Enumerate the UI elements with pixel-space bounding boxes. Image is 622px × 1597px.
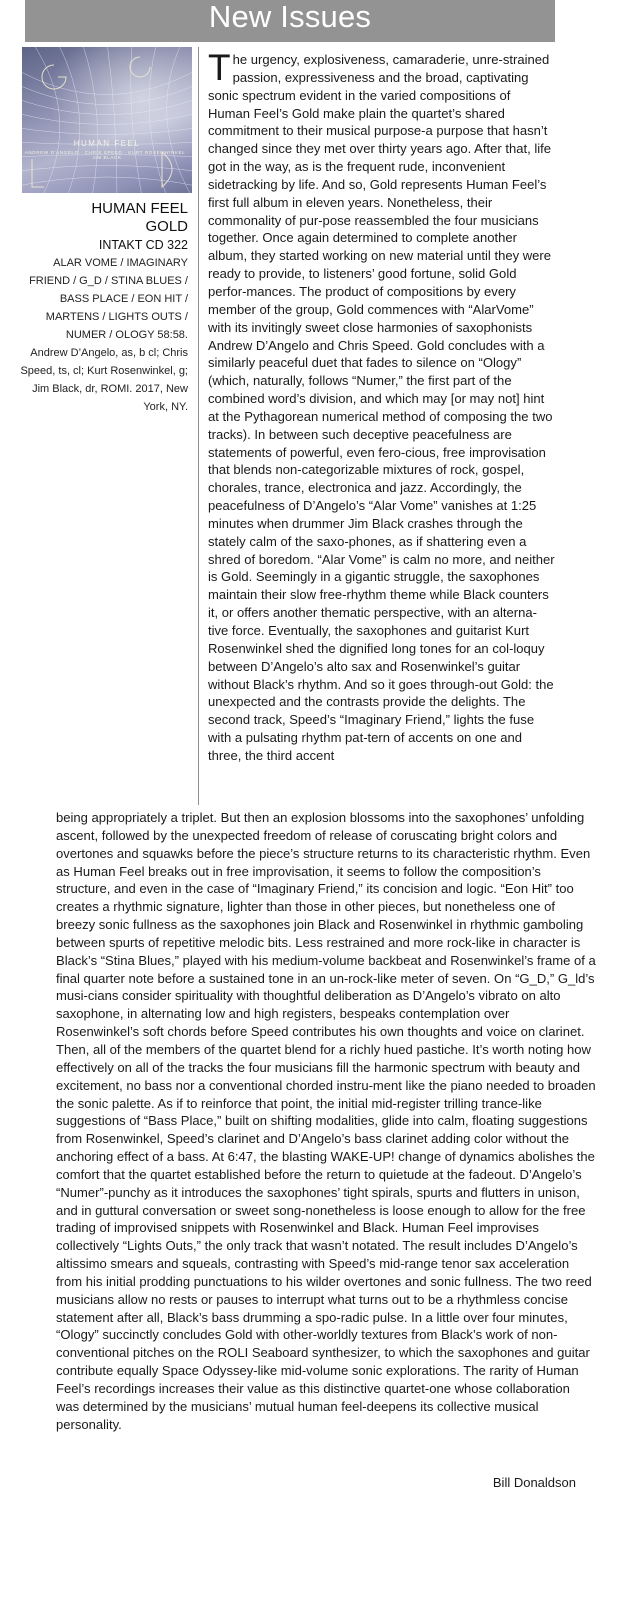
review-column-text	[208, 47, 555, 765]
album-title: GOLD	[145, 218, 188, 235]
album-artist: HUMAN FEEL	[91, 200, 188, 217]
review-text-part2: being appropriately a triplet. But then an explosion blossoms into the saxophones’ unfolding ascent, followed by the unexpected freedom of release of coruscating bright colors and overtones and squawks before the piece’s structure returns to its characteristic rhythm. Even as Human Feel breaks out in free improvisation, it seems to follow the composition’s structure, and even in the case of “Imaginary Friend,” its concision and logic. “Eon Hit” too creates a rhythmic signature, lighter than those in other pieces, but nonetheless one of breezy sonic fullness as the saxophones join Black and Rosenwinkel in rhythmic gamboling between spurts of repetitive melodic bits. Less restrained and more rock-like in character is Black’s “Stina Blues,” played with his medium-volume backbeat and Rosenwinkel’s frame of a final quarter note before a sustained tone in an un-rock-like meter of seven. On “G_D,” G_ld’s musi-cians consider spirituality with thoughtful deliberation as D’Angelo’s vibrato on alto saxophone, in alternating low and high registers, bespeaks contemplation over Rosenwinkel’s soft chords before Speed contributes his own thoughts and voice on clarinet. Then, all of the members of the quartet blend for a richly hued pastiche. It’s worth noting how effectively on all of the tracks the four musicians fill the harmonic spectrum with beauty and excitement, no bass nor a conventional chorded instru-ment like the piano needed to broaden the sonic palette. As if to reinforce that point, the initial mid-register trilling trance-like suggestions of “Bass Place,” built on shifting modalities, glide into calm, floating suggestions from Rosenwinkel, Speed’s clarinet and D’Angelo’s bass clarinet adding color without the anchoring effect of a bass. At 6:47, the blasting WAKE-UP! change of dynamics abolishes the comfort that the quartet established before the return to quietude at the fadeout. D’Angelo’s “Numer”-punchy as it introduces the saxophones’ tight spirals, spurts and flutters in unison, and in guttural conversation or sweet song-nonetheless is loose enough to allow for the free trading of improvised snippets with Rosenwinkel and Black. Human Feel improvises collectively “Lights Outs,” the only track that wasn’t notated. The result includes D’Angelo’s altissimo smears and squeals, contrasting with Speed’s mid-range tenor sax acceleration from his initial prodding punctuations to his wilder overtones and sonic fullness. The two reed musicians allow no rests or pauses to interrupt what turns out to be a rhythmless concise statement after all, Black’s bass drumming a spo-radic pulse. In a little over four minutes, “Ology” succinctly concludes Gold with other-worldly textures from Black’s work of non-conventional pitches on the ROLI Seaboard synthesizer, to which the saxophones and guitar contribute equally Space Odyssey-like mid-volume sonic explorations. The rarity of Human Feel’s recordings increases their value as this distinctive quartet-one whose collaboration was determined by the musicians’ mutual human feel-deepens its collective musical personality.	[56, 810, 596, 1432]
album-label: INTAKT CD 322	[98, 238, 188, 252]
album-info	[13, 199, 188, 416]
cover-band-name: HUMAN FEEL	[73, 139, 141, 148]
cover-musicians: ANDREW D'ANGELO · CHRIS SPEED · KURT ROSENWINKEL · JIM BLACK	[24, 150, 190, 160]
section-title: New Issues	[208, 0, 372, 34]
review-text-part1: he urgency, explosiveness, camaraderie, unre-strained passion, expressiveness and the broad, captivating sonic spectrum evident in the varied compositions of Human Feel’s Gold make plain the quartet’s shared commitment to their musical purpose-a purpose that hasn’t changed since they met over thirty years ago. After that, life got in the way, as is the frequent rude, inconvenient sidetracking by life. And so, Gold represents Human Feel’s first full album in eleven years. Nonetheless, their commonality of pur-pose reassembled the four musicians together. Once again determined to complete another album, they started working on new material until they were ready to provide, to listeners’ good fortune, solid Gold perfor-mances. The product of compositions by every member of the group, Gold commences with “AlarVome” with its invitingly sweet close harmonies of saxophonists Andrew D’Angelo and Chris Speed. Gold concludes with a similarly peaceful duet that fades to silence on “Ology” (which, naturally, follows “Numer,” the first part of the combined word’s division, and which may [or may not] hint at the Pythagorean numerical method of composing the two tracks). In between such deceptive peacefulness are statements of powerful, even fero-cious, free improvisation that blends non-categorizable mixtures of rock, gospel, chorales, trance, electronica and jazz. Accordingly, the peacefulness of D’Angelo’s “Alar Vome” vanishes at 1:25 minutes when drummer Jim Black crashes through the stately calm of the saxo-phones, as if shattering even a shred of boredom. “Alar Vome” is calm no more, and neither is Gold. Seemingly in a gigantic struggle, the saxophones maintain their slow free-rhythm theme while Black counters it, or offers another thematic perspective, with an alterna-tive force. Eventually, the saxophones and guitarist Kurt Rosenwinkel shed the dignified long tones for an col-loquy between D’Angelo’s alto sax and Rosenwinkel’s guitar without Black’s rhythm. And so it goes through-out Gold: the unexpected and the contrasts provide the delights. The second track, Speed’s “Imaginary Friend,” lights the fuse with a pulsating rhythm pat-tern of accents on one and three, the third accent	[208, 52, 555, 763]
drop-cap: T	[208, 47, 231, 88]
review-author: Bill Donaldson	[492, 1475, 576, 1490]
track-list: ALAR VOME / IMAGINARY FRIEND / G_D / STINA BLUES / BASS PLACE / EON HIT / MARTENS / LIGHTS OUTS / NUMER / OLOGY 58:58.	[29, 257, 188, 341]
cover-art-lattice	[22, 47, 192, 193]
album-cover	[22, 47, 192, 193]
column-divider	[198, 47, 199, 805]
personnel-credits: Andrew D’Angelo, as, b cl; Chris Speed, ts, cl; Kurt Rosenwinkel, g; Jim Black, dr, ROMI. 2017, New York, NY.	[20, 347, 188, 413]
section-banner	[25, 0, 555, 42]
